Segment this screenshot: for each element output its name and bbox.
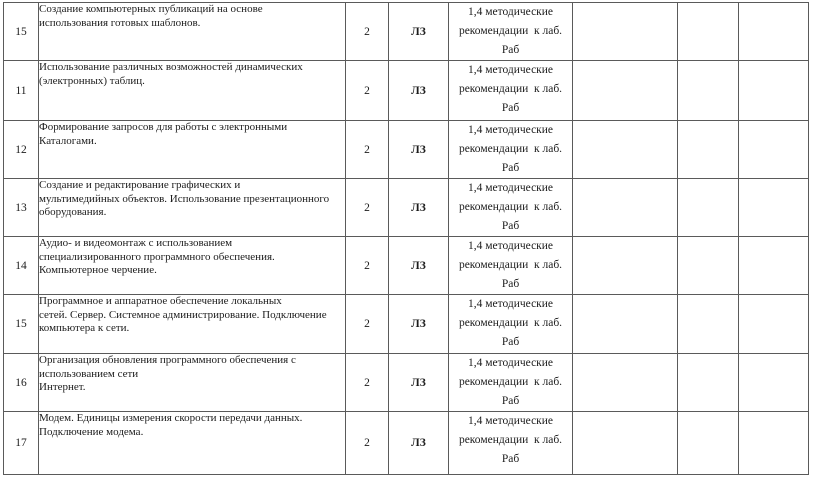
- topic-line: использования готовых шаблонов.: [39, 16, 201, 29]
- hours-cell: 2: [346, 121, 389, 179]
- note-cell: [449, 354, 573, 412]
- hours-cell: 2: [346, 179, 389, 237]
- row-number-cell: 16: [4, 354, 39, 412]
- note-line: рекомендации к лаб.: [458, 317, 563, 329]
- topic-line: Каталогами.: [39, 134, 97, 147]
- note-line: Раб: [501, 220, 520, 232]
- row-number-cell: 15: [4, 295, 39, 354]
- topic-line: Подключение модема.: [39, 425, 144, 438]
- note-line: Раб: [501, 336, 520, 348]
- hours-cell: 2: [346, 354, 389, 412]
- topic-cell: [39, 179, 346, 237]
- empty-cell: [739, 61, 809, 121]
- note-cell: [449, 121, 573, 179]
- note-line: 1,4 методические: [467, 64, 554, 76]
- topic-line: использованием сети: [39, 367, 139, 380]
- row-number-cell: 17: [4, 412, 39, 475]
- table-row: [4, 3, 809, 61]
- hours-cell: 2: [346, 295, 389, 354]
- note-line: Раб: [501, 102, 520, 114]
- empty-cell: [573, 121, 678, 179]
- topic-cell: [39, 61, 346, 121]
- note-line: рекомендации к лаб.: [458, 434, 563, 446]
- empty-cell: [573, 3, 678, 61]
- row-number-cell: 11: [4, 61, 39, 121]
- table-row: [4, 61, 809, 121]
- topic-line: Интернет.: [39, 381, 86, 393]
- topic-line: оборудования.: [39, 206, 107, 218]
- lesson-type-cell: ЛЗ: [389, 179, 449, 237]
- note-line: 1,4 методические: [467, 240, 554, 252]
- note-line: Раб: [501, 278, 520, 290]
- note-line: Раб: [501, 162, 520, 174]
- empty-cell: [739, 237, 809, 295]
- table-row: [4, 179, 809, 237]
- topic-cell: [39, 237, 346, 295]
- empty-cell: [739, 121, 809, 179]
- lesson-type-cell: ЛЗ: [389, 3, 449, 61]
- empty-cell: [678, 61, 739, 121]
- note-line: 1,4 методические: [467, 124, 554, 136]
- topic-line: Модем. Единицы измерения скорости передачи данных.: [39, 412, 303, 424]
- empty-cell: [573, 354, 678, 412]
- note-line: 1,4 методические: [467, 298, 554, 310]
- topic-line: мультимедийных объектов. Использование презентационного: [39, 192, 330, 205]
- topic-line: Создание компьютерных публикаций на основе: [39, 3, 263, 15]
- table-row: [4, 237, 809, 295]
- note-cell: [449, 3, 573, 61]
- row-number-cell: 14: [4, 237, 39, 295]
- table-row: [4, 121, 809, 179]
- topic-line: Аудио- и видеомонтаж с использованием: [39, 237, 233, 249]
- lesson-type-cell: ЛЗ: [389, 61, 449, 121]
- lesson-type-cell: ЛЗ: [389, 237, 449, 295]
- note-line: рекомендации к лаб.: [458, 201, 563, 213]
- note-cell: [449, 237, 573, 295]
- note-line: Раб: [501, 395, 520, 407]
- note-line: Раб: [501, 44, 520, 56]
- hours-cell: 2: [346, 61, 389, 121]
- note-line: 1,4 методические: [467, 182, 554, 194]
- row-number-cell: 13: [4, 179, 39, 237]
- topic-line: компьютера к сети.: [39, 322, 130, 334]
- empty-cell: [678, 3, 739, 61]
- empty-cell: [678, 179, 739, 237]
- topic-cell: [39, 295, 346, 354]
- hours-cell: 2: [346, 237, 389, 295]
- topic-cell: [39, 354, 346, 412]
- note-cell: [449, 412, 573, 475]
- note-line: 1,4 методические: [467, 357, 554, 369]
- note-line: рекомендации к лаб.: [458, 83, 563, 95]
- hours-cell: 2: [346, 3, 389, 61]
- empty-cell: [678, 237, 739, 295]
- note-line: рекомендации к лаб.: [458, 259, 563, 271]
- topic-cell: [39, 121, 346, 179]
- topic-line: специализированного программного обеспечения.: [39, 250, 275, 263]
- note-line: рекомендации к лаб.: [458, 376, 563, 388]
- empty-cell: [739, 3, 809, 61]
- topic-cell: [39, 412, 346, 475]
- topic-line: Формирование запросов для работы с электронными: [39, 121, 288, 133]
- empty-cell: [678, 412, 739, 475]
- empty-cell: [739, 412, 809, 475]
- empty-cell: [573, 295, 678, 354]
- empty-cell: [739, 179, 809, 237]
- note-line: Раб: [501, 453, 520, 465]
- note-line: 1,4 методические: [467, 415, 554, 427]
- table-row: [4, 295, 809, 354]
- row-number-cell: 12: [4, 121, 39, 179]
- lesson-type-cell: ЛЗ: [389, 121, 449, 179]
- topic-line: Создание и редактирование графических и: [39, 179, 241, 191]
- note-cell: [449, 179, 573, 237]
- topic-line: сетей. Сервер. Системное администрирование. Подключение: [39, 308, 327, 321]
- empty-cell: [739, 354, 809, 412]
- row-number-cell: 15: [4, 3, 39, 61]
- hours-cell: 2: [346, 412, 389, 475]
- table-row: [4, 354, 809, 412]
- note-line: рекомендации к лаб.: [458, 25, 563, 37]
- note-line: 1,4 методические: [467, 6, 554, 18]
- note-cell: [449, 295, 573, 354]
- topic-cell: [39, 3, 346, 61]
- topic-line: Программное и аппаратное обеспечение локальных: [39, 295, 282, 307]
- empty-cell: [678, 295, 739, 354]
- topic-line: Использование различных возможностей динамических: [39, 61, 303, 73]
- topic-line: Компьютерное черчение.: [39, 264, 157, 276]
- note-line: рекомендации к лаб.: [458, 143, 563, 155]
- lesson-type-cell: ЛЗ: [389, 412, 449, 475]
- table-row: [4, 412, 809, 475]
- empty-cell: [573, 179, 678, 237]
- lesson-type-cell: ЛЗ: [389, 295, 449, 354]
- note-cell: [449, 61, 573, 121]
- empty-cell: [573, 61, 678, 121]
- topic-line: Организация обновления программного обеспечения с: [39, 354, 296, 366]
- empty-cell: [573, 412, 678, 475]
- lesson-type-cell: ЛЗ: [389, 354, 449, 412]
- topic-line: (электронных) таблиц.: [39, 74, 145, 87]
- empty-cell: [739, 295, 809, 354]
- empty-cell: [678, 354, 739, 412]
- empty-cell: [573, 237, 678, 295]
- curriculum-table: [3, 2, 809, 475]
- empty-cell: [678, 121, 739, 179]
